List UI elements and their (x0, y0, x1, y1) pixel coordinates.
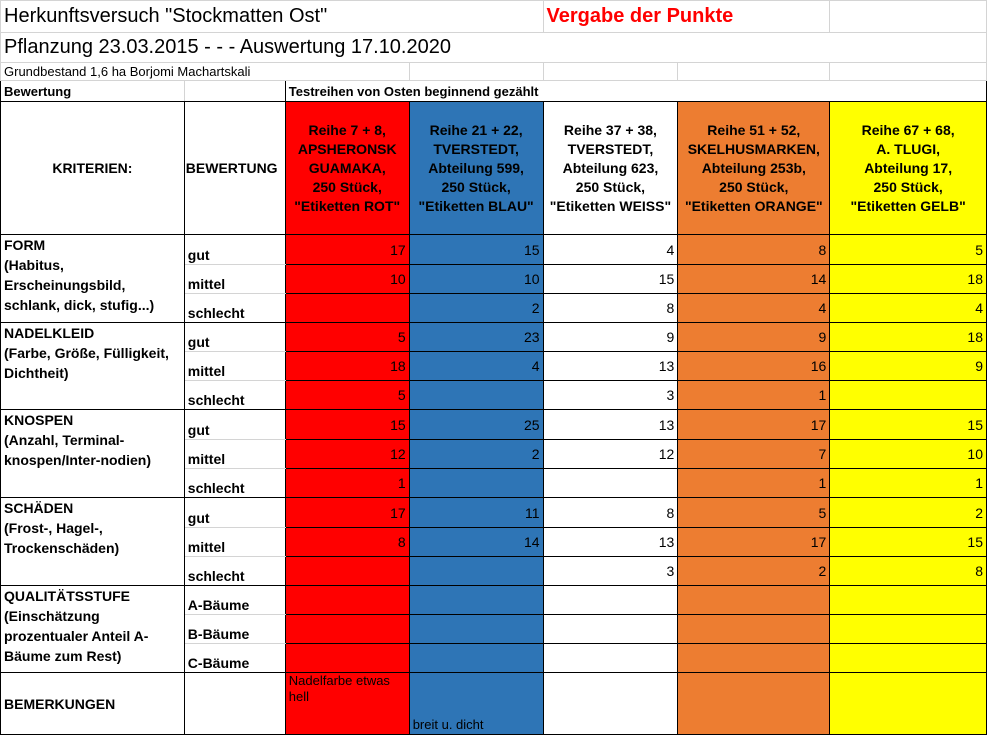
score-cell[interactable]: 8 (285, 528, 409, 557)
rating-label[interactable]: schlecht (184, 294, 285, 323)
score-cell[interactable] (285, 294, 409, 323)
table-row (1, 235, 987, 265)
bemerkung-cell[interactable]: breit u. dicht (409, 673, 543, 735)
score-cell[interactable]: 4 (409, 352, 543, 381)
score-cell[interactable]: 9 (678, 323, 830, 352)
column-header-line: Reihe 21 + 22, (429, 121, 523, 138)
score-cell[interactable]: 14 (409, 528, 543, 557)
criterion-line: Dichtheit) (4, 365, 69, 381)
score-cell[interactable]: 1 (678, 469, 830, 498)
column-header-line: Reihe 7 + 8, (308, 121, 386, 138)
column-header-line: SKELHUSMARKEN, (687, 140, 820, 157)
score-cell[interactable] (543, 644, 678, 673)
column-header-line: GUAMAKA, (308, 159, 386, 176)
column-header-line: Abteilung 599, (428, 159, 524, 176)
column-header-gelb[interactable] (830, 102, 987, 235)
criterion-label[interactable] (1, 586, 185, 673)
empty-cell[interactable] (830, 63, 987, 81)
bemerkung-cell[interactable] (543, 673, 678, 735)
criterion-line: (Frost-, Hagel-, (4, 520, 103, 536)
score-cell[interactable]: 18 (285, 352, 409, 381)
rating-label[interactable]: schlecht (184, 557, 285, 586)
score-cell[interactable] (830, 644, 987, 673)
score-cell[interactable]: 7 (678, 440, 830, 469)
score-cell[interactable] (285, 615, 409, 644)
rating-label[interactable]: gut (184, 323, 285, 352)
score-cell[interactable]: 16 (678, 352, 830, 381)
score-cell[interactable]: 4 (543, 235, 678, 265)
score-cell[interactable] (409, 557, 543, 586)
score-cell[interactable]: 8 (543, 294, 678, 323)
rating-label[interactable]: A-Bäume (184, 586, 285, 615)
criterion-line: QUALITÄTSSTUFE (4, 588, 130, 604)
bemerkung-cell[interactable]: Nadelfarbe etwas hell (285, 673, 409, 735)
rating-label[interactable]: C-Bäume (184, 644, 285, 673)
criterion-label[interactable] (1, 410, 185, 498)
score-cell[interactable]: 3 (543, 557, 678, 586)
column-header-line: APSHERONSK (297, 140, 397, 157)
column-header-line: "Etiketten WEISS" (549, 197, 672, 214)
score-cell[interactable]: 3 (543, 381, 678, 410)
criterion-line: (Anzahl, Terminal- (4, 432, 125, 448)
column-header-line: 250 Stück, (441, 178, 511, 195)
bemerkungen-row (1, 673, 987, 735)
score-cell[interactable]: 2 (409, 440, 543, 469)
column-header-line: "Etiketten ORANGE" (684, 197, 823, 214)
score-cell[interactable] (543, 469, 678, 498)
column-header-line: Abteilung 623, (562, 159, 659, 176)
criterion-line: (Habitus, (4, 257, 64, 273)
criterion-line: NADELKLEID (4, 325, 95, 341)
score-cell[interactable] (409, 381, 543, 410)
rating-label[interactable]: mittel (184, 528, 285, 557)
score-cell[interactable]: 17 (678, 410, 830, 440)
column-header-line: Reihe 37 + 38, (563, 121, 657, 138)
score-cell[interactable]: 13 (543, 352, 678, 381)
score-cell[interactable]: 5 (285, 323, 409, 352)
score-cell[interactable]: 10 (409, 265, 543, 294)
score-cell[interactable] (285, 557, 409, 586)
score-cell[interactable]: 11 (409, 498, 543, 528)
criterion-line: (Farbe, Größe, Fülligkeit, (4, 345, 169, 361)
score-cell[interactable]: 23 (409, 323, 543, 352)
sheet-subtitle[interactable]: Pflanzung 23.03.2015 - - - Auswertung 17.10.2020 (1, 33, 987, 63)
bemerkung-cell[interactable] (678, 673, 830, 735)
column-header-line: Abteilung 17, (864, 159, 953, 176)
criterion-label[interactable] (1, 235, 185, 323)
score-cell[interactable]: 17 (678, 528, 830, 557)
score-cell[interactable]: 2 (409, 294, 543, 323)
score-cell[interactable]: 12 (285, 440, 409, 469)
empty-cell[interactable] (543, 63, 678, 81)
score-cell[interactable]: 13 (543, 410, 678, 440)
score-cell[interactable] (409, 644, 543, 673)
rating-label[interactable]: gut (184, 235, 285, 265)
score-cell[interactable]: 18 (830, 265, 987, 294)
column-header-line: 250 Stück, (873, 178, 943, 195)
column-header-line: TVERSTEDT, (433, 140, 519, 157)
grundbestand-text[interactable]: Grundbestand 1,6 ha Borjomi Machartskali (1, 63, 410, 81)
criterion-line: schlank, dick, stufig...) (4, 297, 155, 313)
score-cell[interactable]: 2 (678, 557, 830, 586)
empty-cell[interactable] (184, 81, 285, 102)
score-cell[interactable] (285, 586, 409, 615)
score-cell[interactable]: 14 (678, 265, 830, 294)
score-cell[interactable]: 10 (285, 265, 409, 294)
column-header-orange[interactable] (678, 102, 830, 235)
score-cell[interactable] (543, 615, 678, 644)
bewertung-header[interactable]: BEWERTUNG (184, 102, 285, 235)
score-cell[interactable] (678, 644, 830, 673)
score-cell[interactable]: 15 (830, 410, 987, 440)
score-cell[interactable] (409, 615, 543, 644)
score-cell[interactable]: 5 (830, 235, 987, 265)
empty-cell[interactable] (184, 673, 285, 735)
table-row (1, 323, 987, 352)
score-cell[interactable]: 2 (830, 498, 987, 528)
criterion-label[interactable] (1, 323, 185, 410)
criterion-line: (Einschätzung (4, 608, 100, 624)
criterion-label[interactable] (1, 498, 185, 586)
score-cell[interactable]: 15 (409, 235, 543, 265)
empty-cell[interactable] (678, 63, 830, 81)
score-cell[interactable]: 15 (830, 528, 987, 557)
criterion-line: Trockenschäden) (4, 540, 120, 556)
score-cell[interactable] (543, 586, 678, 615)
criterion-line: Erscheinungsbild, (4, 277, 126, 293)
score-cell[interactable]: 5 (678, 498, 830, 528)
rating-label[interactable]: mittel (184, 265, 285, 294)
score-cell[interactable] (830, 615, 987, 644)
criterion-line: knospen/Inter-nodien) (4, 452, 151, 468)
score-cell[interactable]: 25 (409, 410, 543, 440)
score-cell[interactable]: 15 (285, 410, 409, 440)
column-header-line: 250 Stück, (312, 178, 382, 195)
table-row (1, 498, 987, 528)
score-cell[interactable]: 1 (830, 469, 987, 498)
column-header-weiss[interactable] (543, 102, 678, 235)
column-header-line: Reihe 51 + 52, (707, 121, 801, 138)
column-header-line: 250 Stück, (575, 178, 646, 195)
score-cell[interactable]: 8 (678, 235, 830, 265)
rating-label[interactable]: B-Bäume (184, 615, 285, 644)
testreihen-label[interactable]: Testreihen von Osten beginnend gezählt (285, 81, 986, 102)
score-cell[interactable]: 10 (830, 440, 987, 469)
column-header-rot[interactable] (285, 102, 409, 235)
score-cell[interactable]: 15 (543, 265, 678, 294)
score-cell[interactable]: 18 (830, 323, 987, 352)
rating-label[interactable]: gut (184, 410, 285, 440)
criterion-line: Bäume zum Rest) (4, 648, 122, 664)
score-cell[interactable]: 17 (285, 235, 409, 265)
empty-cell[interactable] (830, 1, 987, 33)
kriterien-header[interactable]: KRITERIEN: (1, 102, 185, 235)
score-cell[interactable] (409, 469, 543, 498)
empty-cell[interactable] (409, 63, 543, 81)
score-cell[interactable]: 4 (678, 294, 830, 323)
column-header-line: "Etiketten GELB" (850, 197, 966, 214)
score-cell[interactable] (678, 586, 830, 615)
criterion-line: KNOSPEN (4, 412, 74, 428)
score-cell[interactable]: 12 (543, 440, 678, 469)
score-cell[interactable] (285, 644, 409, 673)
column-header-line: Abteilung 253b, (701, 159, 806, 176)
score-cell[interactable] (409, 586, 543, 615)
vergabe-heading[interactable]: Vergabe der Punkte (543, 1, 830, 33)
rating-label[interactable]: schlecht (184, 381, 285, 410)
score-cell[interactable] (678, 615, 830, 644)
column-header-line: Reihe 67 + 68, (861, 121, 955, 138)
column-header-blau[interactable] (409, 102, 543, 235)
bewertung-label[interactable]: Bewertung (1, 81, 185, 102)
rating-label[interactable]: mittel (184, 440, 285, 469)
rating-label[interactable]: mittel (184, 352, 285, 381)
rating-label[interactable]: gut (184, 498, 285, 528)
score-cell[interactable]: 8 (830, 557, 987, 586)
score-cell[interactable]: 13 (543, 528, 678, 557)
score-cell[interactable] (830, 586, 987, 615)
score-cell[interactable]: 9 (543, 323, 678, 352)
table-row (1, 410, 987, 440)
column-header-line: 250 Stück, (719, 178, 789, 195)
table-row (1, 586, 987, 615)
column-header-line: "Etiketten ROT" (294, 197, 401, 214)
score-cell[interactable]: 5 (285, 381, 409, 410)
score-cell[interactable]: 9 (830, 352, 987, 381)
criterion-line: SCHÄDEN (4, 500, 74, 516)
rating-label[interactable]: schlecht (184, 469, 285, 498)
score-cell[interactable]: 1 (678, 381, 830, 410)
score-cell[interactable]: 1 (285, 469, 409, 498)
score-cell[interactable]: 17 (285, 498, 409, 528)
criterion-line: FORM (4, 237, 46, 253)
bemerkung-cell[interactable] (830, 673, 987, 735)
criterion-line: prozentualer Anteil A- (4, 628, 149, 644)
sheet-title[interactable]: Herkunftsversuch "Stockmatten Ost" (1, 1, 544, 33)
score-cell[interactable] (830, 381, 987, 410)
score-cell[interactable]: 4 (830, 294, 987, 323)
column-header-line: A. TLUGI, (876, 140, 941, 157)
column-header-line: "Etiketten BLAU" (418, 197, 534, 214)
score-cell[interactable]: 8 (543, 498, 678, 528)
bemerkungen-label[interactable]: BEMERKUNGEN (1, 673, 185, 735)
column-header-line: TVERSTEDT, (567, 140, 654, 157)
